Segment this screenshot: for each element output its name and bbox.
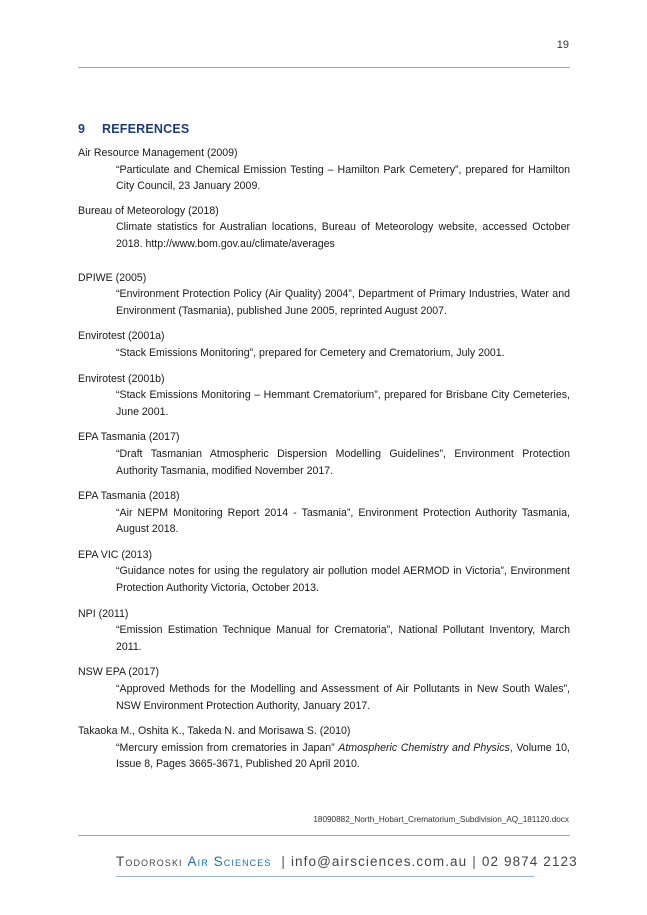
reference-detail: “Stack Emissions Monitoring”, prepared for Cemetery and Crematorium, July 2001. — [116, 346, 505, 359]
footer-separator: | — [281, 854, 286, 869]
reference-author: EPA VIC (2013) — [78, 548, 152, 561]
reference-author: EPA Tasmania (2018) — [78, 490, 180, 503]
section-number: 9 — [78, 122, 86, 136]
reference-detail: “Emission Estimation Technique Manual for Crematoria”, National Pollutant Inventory, March 2011. — [116, 624, 570, 653]
reference-entry — [78, 371, 570, 421]
company-phone: 02 9874 2123 — [481, 854, 578, 869]
header-divider — [78, 67, 570, 68]
footer-brand-underline — [116, 876, 534, 877]
reference-author: NPI (2011) — [78, 607, 129, 620]
company-email[interactable]: info@airsciences.com.au — [290, 854, 468, 869]
reference-entry — [78, 488, 570, 538]
section-title: REFERENCES — [102, 122, 190, 136]
page-number: 19 — [556, 39, 569, 51]
reference-detail — [116, 740, 570, 773]
reference-detail: “Stack Emissions Monitoring – Hemmant Crematorium”, prepared for Brisbane City Cemeteries, June 2001. — [116, 389, 570, 418]
reference-entry — [78, 547, 570, 597]
reference-entry — [78, 429, 570, 479]
reference-author: Takaoka M., Oshita K., Takeda N. and Morisawa S. (2010) — [78, 725, 351, 738]
company-name-accent: Air Sciences — [187, 854, 272, 869]
reference-author: Envirotest (2001b) — [78, 372, 165, 385]
reference-entry — [78, 145, 570, 195]
reference-author: NSW EPA (2017) — [78, 666, 160, 679]
reference-entry — [78, 203, 570, 253]
reference-entry — [78, 664, 570, 714]
reference-detail: “Environment Protection Policy (Air Quality) 2004”, Department of Primary Industries, Water and Environment (Tasmania), published June 2005, reprinted August 2007. — [116, 288, 570, 317]
company-footer — [116, 854, 578, 869]
section-heading — [78, 122, 189, 136]
reference-detail: “Draft Tasmanian Atmospheric Dispersion Modelling Guidelines”, Environment Protection Authority Tasmania, modified November 2017. — [116, 447, 570, 477]
reference-detail-citation: , Volume 10, Issue 8, Pages 3665-3671, Published 20 April 2010. — [116, 741, 570, 771]
reference-detail: “Air NEPM Monitoring Report 2014 - Tasmania”, Environment Protection Authority Tasmania, August 2018. — [116, 506, 570, 536]
reference-entry — [78, 723, 570, 773]
reference-entry — [78, 270, 570, 320]
reference-detail-title: “Mercury emission from crematories in Japan” — [116, 741, 335, 754]
reference-detail: “Guidance notes for using the regulatory air pollution model AERMOD in Victoria”, Environment Protection Authority Victoria, October 2013. — [116, 565, 570, 595]
reference-list — [78, 145, 570, 773]
reference-detail: Climate statistics for Australian locations, Bureau of Meteorology website, accessed October 2018. http://www.bom.gov.au/climate/averages — [116, 221, 570, 250]
company-name: Todoroski — [116, 854, 183, 869]
reference-author: EPA Tasmania (2017) — [78, 431, 180, 444]
reference-author: Air Resource Management (2009) — [78, 147, 238, 159]
footer-separator: | — [472, 854, 477, 869]
journal-name: Atmospheric Chemistry and Physics — [338, 741, 510, 754]
reference-entry — [78, 328, 570, 361]
reference-detail: “Particulate and Chemical Emission Testing – Hamilton Park Cemetery”, prepared for Hamilton City Council, 23 January 2009. — [116, 163, 570, 193]
reference-entry — [78, 606, 570, 656]
reference-detail: “Approved Methods for the Modelling and Assessment of Air Pollutants in New South Wales”, NSW Environment Protection Authority, January 2017. — [116, 683, 570, 712]
reference-author: DPIWE (2005) — [78, 271, 147, 284]
reference-author: Bureau of Meteorology (2018) — [78, 204, 219, 217]
footer-divider — [78, 835, 570, 836]
reference-author: Envirotest (2001a) — [78, 330, 165, 343]
document-reference: 18090882_North_Hobart_Crematorium_Subdivision_AQ_181120.docx — [313, 815, 569, 824]
